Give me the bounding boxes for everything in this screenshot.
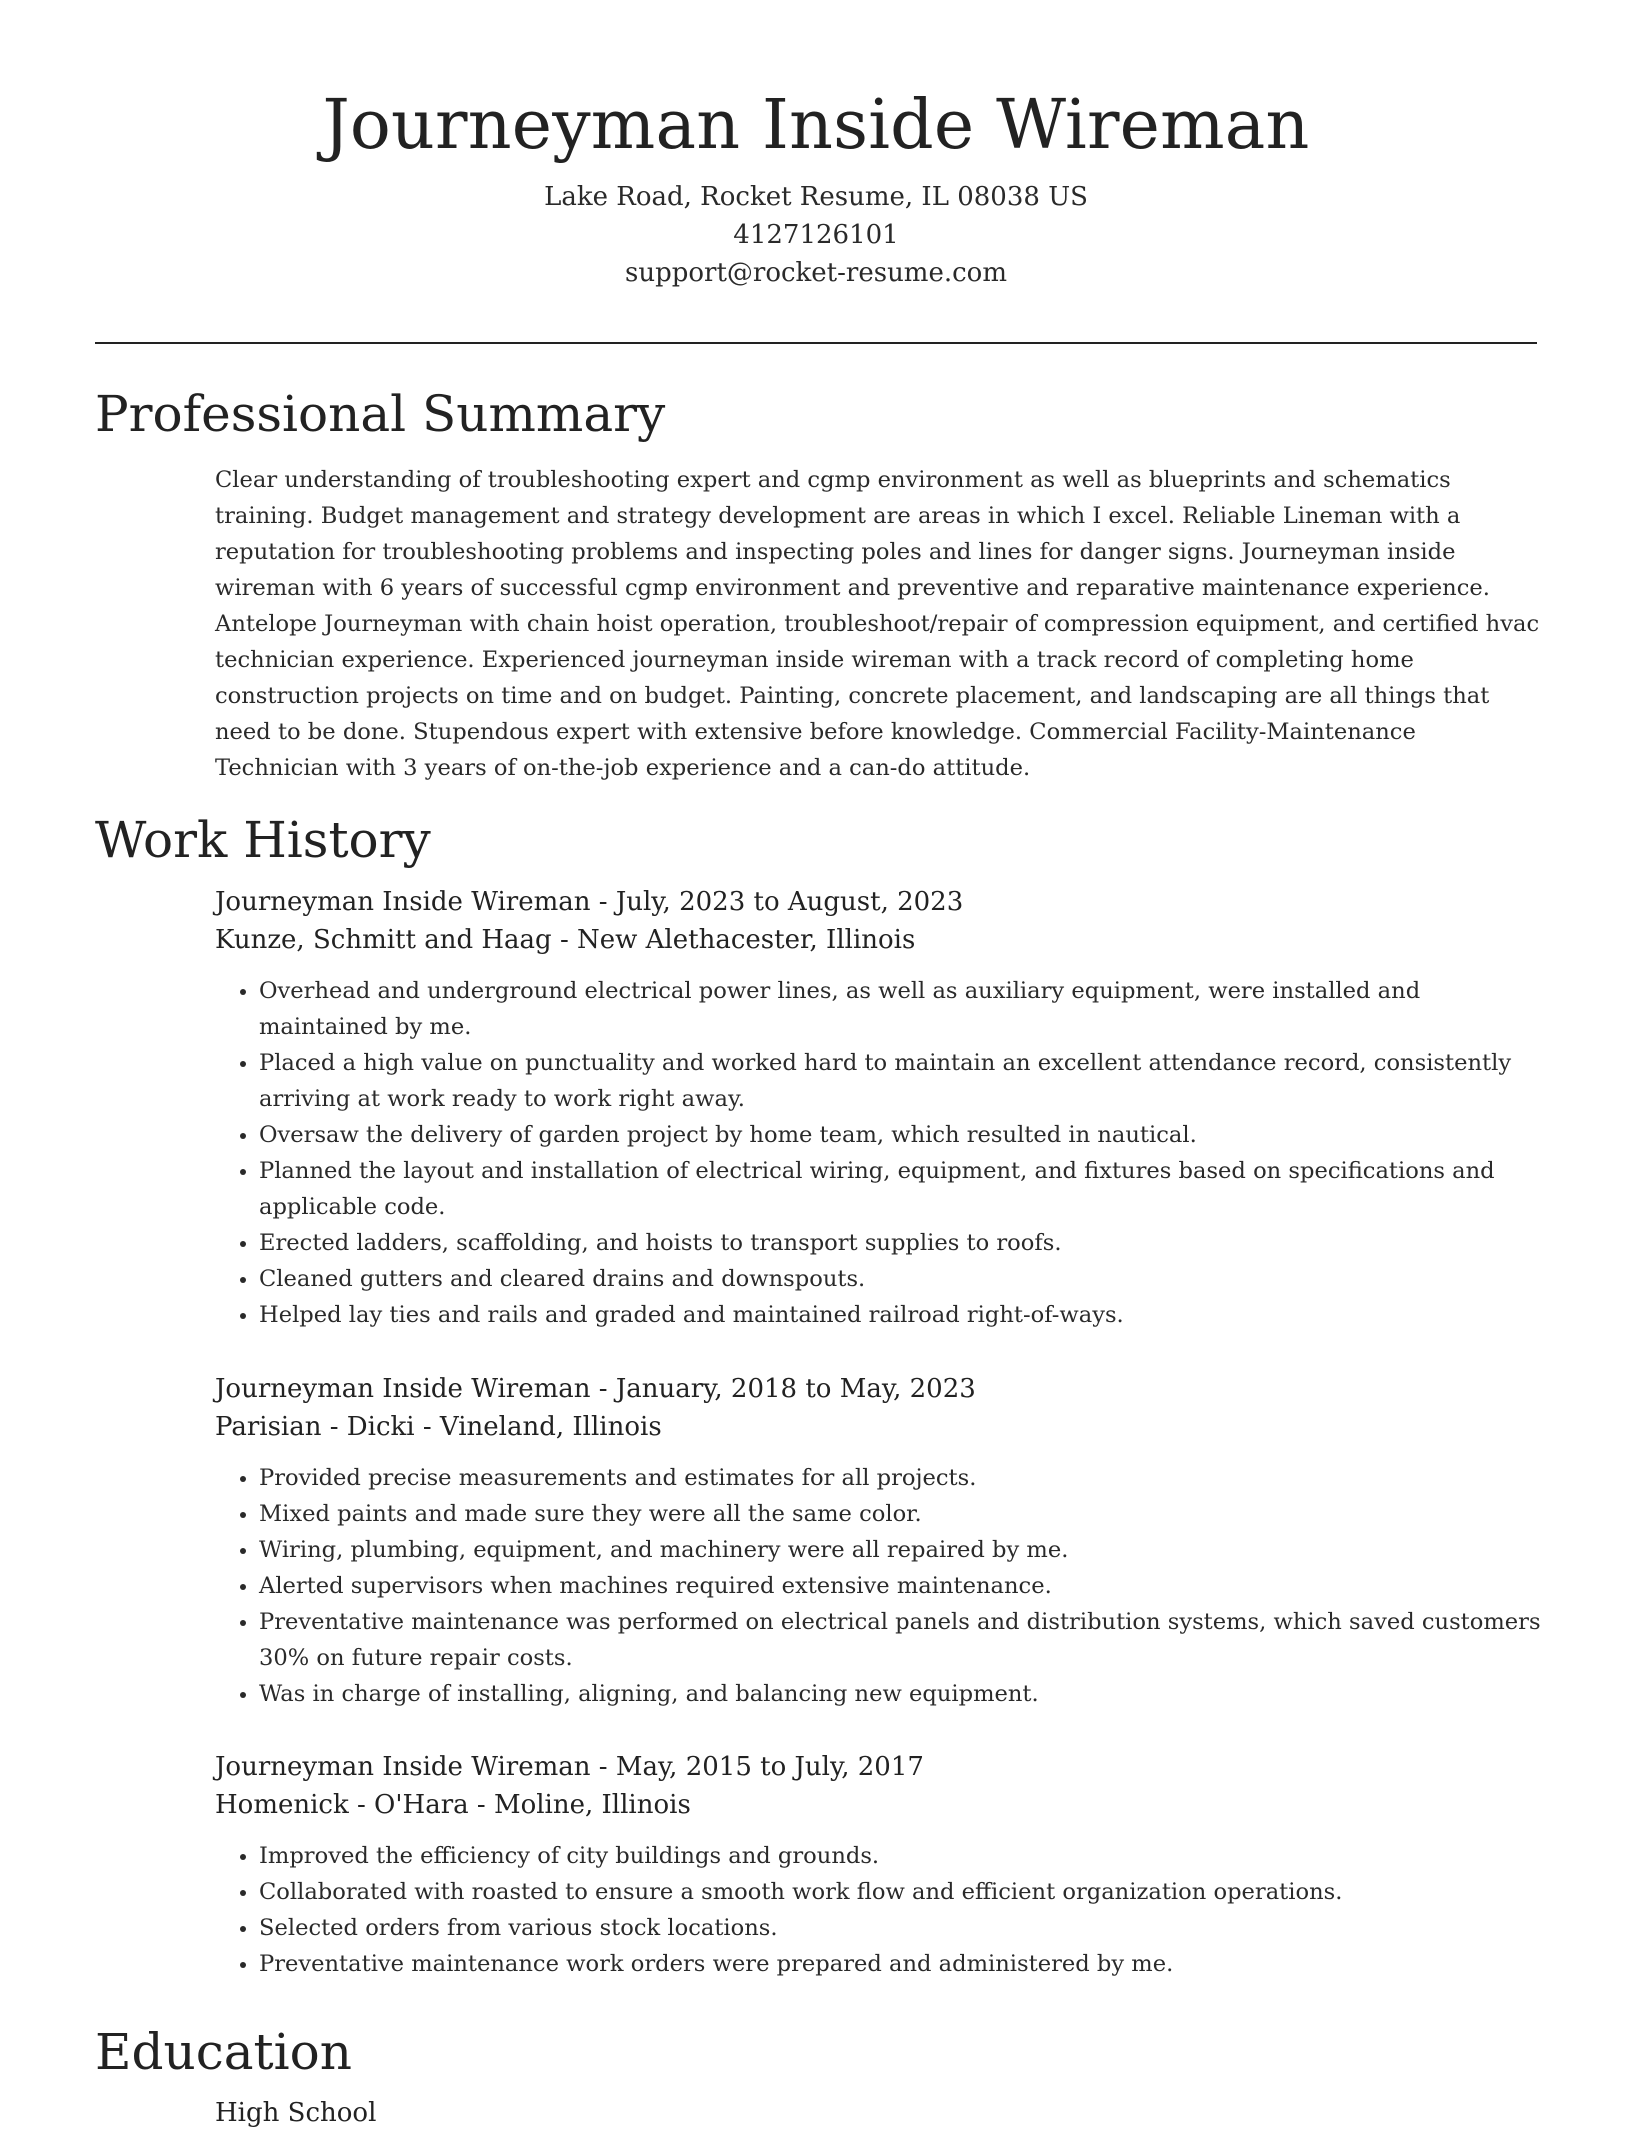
job-bullet: • Oversaw the delivery of garden project by home team, which resulted in nautical. (259, 1117, 1545, 1153)
job-bullet: • Was in charge of installing, aligning, and balancing new equipment. (259, 1676, 1545, 1712)
candidate-name: Journeyman Inside Wireman (322, 86, 1310, 165)
job-bullet: • Preventative maintenance work orders were prepared and administered by me. (259, 1946, 1545, 1982)
contact-address: Lake Road, Rocket Resume, IL 08038 US (544, 182, 1088, 212)
job-title-line: Journeyman Inside Wireman - July, 2023 to August, 2023 (215, 887, 964, 917)
job-bullet: • Wiring, plumbing, equipment, and machinery were all repaired by me. (259, 1532, 1545, 1568)
contact-email: support@rocket-resume.com (624, 258, 1007, 288)
header-divider (95, 342, 1537, 344)
job-title-line: Journeyman Inside Wireman - May, 2015 to July, 2017 (215, 1752, 924, 1782)
job-title-line: Journeyman Inside Wireman - January, 2018 to May, 2023 (215, 1374, 976, 1404)
job-bullets (215, 1460, 1545, 1712)
job-company-line: Parisian - Dicki - Vineland, Illinois (215, 1412, 662, 1442)
work-history-heading: Work History (95, 811, 431, 869)
job-bullet: • Provided precise measurements and estimates for all projects. (259, 1460, 1545, 1496)
job-entry (215, 1748, 1545, 1982)
job-entry (215, 1370, 1545, 1712)
contact-phone: 4127126101 (733, 220, 899, 250)
job-bullet: • Preventative maintenance was performed on electrical panels and distribution systems, which saved customers 30% on future repair costs. (259, 1604, 1545, 1676)
job-bullet: • Alerted supervisors when machines required extensive maintenance. (259, 1568, 1545, 1604)
summary-text: Clear understanding of troubleshooting expert and cgmp environment as well as blueprints and schematics training. Budget management and strategy development are areas in which I excel. Reliable Lineman with a reputation for troubleshooting problems and inspecting poles and lines for danger signs. Journeyman inside wireman with 6 years of successful cgmp environment and preventive and reparative maintenance experience. Antelope Journeyman with chain hoist operation, troubleshoot/repair of compression equipment, and certified hvac technician experience. Experienced journeyman inside wireman with a track record of completing home construction projects on time and on budget. Painting, concrete placement, and landscaping are all things that need to be done. Stupendous expert with extensive before knowledge. Commercial Facility-Maintenance Technician with 3 years of on-the-job experience and a can-do attitude. (215, 467, 1540, 781)
job-bullet: • Improved the efficiency of city buildings and grounds. (259, 1838, 1545, 1874)
job-bullet: • Overhead and underground electrical power lines, as well as auxiliary equipment, were installed and maintained by me. (259, 973, 1545, 1045)
job-bullet: • Cleaned gutters and cleared drains and downspouts. (259, 1261, 1545, 1297)
education-heading: Education (95, 2023, 352, 2081)
job-bullet: • Placed a high value on punctuality and worked hard to maintain an excellent attendance record, consistently arriving at work ready to work right away. (259, 1045, 1545, 1117)
job-bullet: • Selected orders from various stock locations. (259, 1910, 1545, 1946)
job-entry (215, 883, 1545, 1333)
job-bullet: • Collaborated with roasted to ensure a smooth work flow and efficient organization operations. (259, 1874, 1545, 1910)
job-bullet: • Erected ladders, scaffolding, and hoists to transport supplies to roofs. (259, 1225, 1545, 1261)
summary-heading: Professional Summary (95, 385, 666, 443)
job-company-line: Homenick - O'Hara - Moline, Illinois (215, 1790, 691, 1820)
job-bullet: • Mixed paints and made sure they were all the same color. (259, 1496, 1545, 1532)
job-bullets (215, 973, 1545, 1333)
resume-header (95, 80, 1537, 292)
job-company-line: Kunze, Schmitt and Haag - New Alethacester, Illinois (215, 925, 916, 955)
job-bullets (215, 1838, 1545, 1982)
job-bullet: • Helped lay ties and rails and graded and maintained railroad right-of-ways. (259, 1297, 1545, 1333)
job-bullet: • Planned the layout and installation of electrical wiring, equipment, and fixtures based on specifications and applicable code. (259, 1153, 1545, 1225)
education-first-line: High School (215, 2098, 377, 2128)
